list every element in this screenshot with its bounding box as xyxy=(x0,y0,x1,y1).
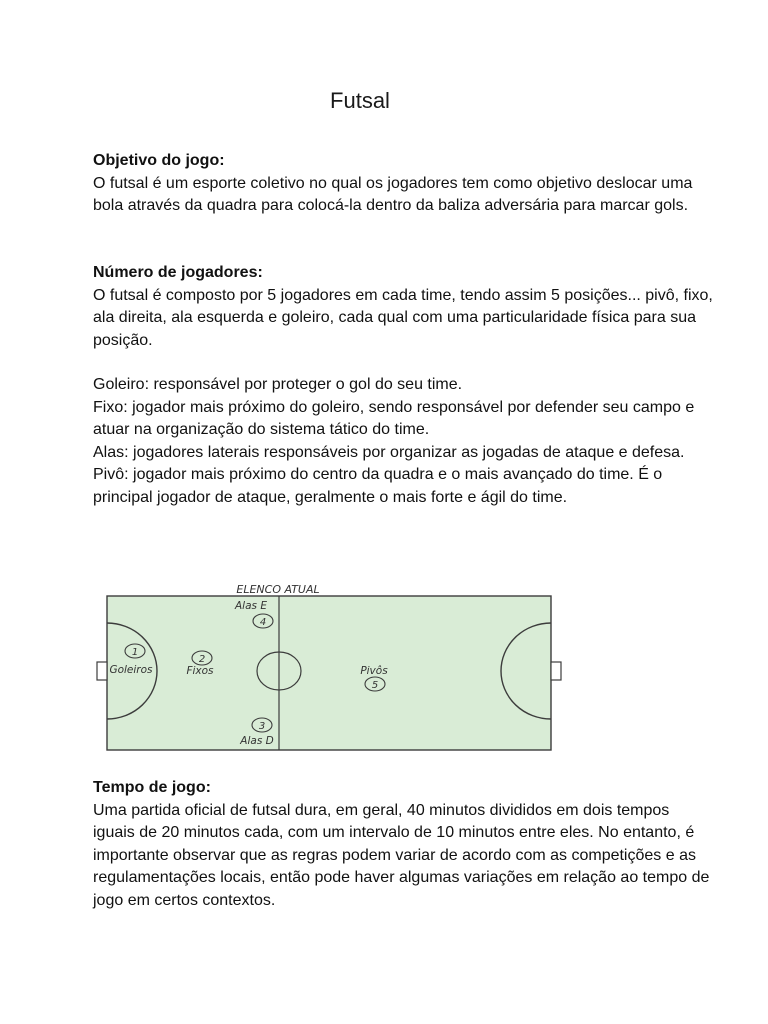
court-diagram xyxy=(95,578,565,754)
player-number-pivos: 5 xyxy=(371,680,379,691)
page-title: Futsal xyxy=(330,88,390,113)
position-fixo-text: Fixo: jogador mais próximo do goleiro, sendo responsável por defender seu campo e atuar na organização do sistema tático do time. xyxy=(93,398,695,438)
section-objetivo xyxy=(93,150,713,218)
player-label-fixos: Fixos xyxy=(186,665,214,677)
section-heading-objetivo: Objetivo do jogo: xyxy=(93,152,225,169)
position-pivo-text: Pivô: jogador mais próximo do centro da quadra e o mais avançado do time. É o principal jogador de ataque, geralmente o mais forte e ágil do time. xyxy=(93,466,663,506)
court-title: ELENCO ATUAL xyxy=(236,583,320,596)
player-label-goleiros: Goleiros xyxy=(109,664,153,676)
right-goal xyxy=(551,662,561,680)
section-text-objetivo: O futsal é um esporte coletivo no qual os jogadores tem como objetivo deslocar uma bola através da quadra para colocá-la dentro da baliza adversária para marcar gols. xyxy=(93,174,693,214)
section-text-numero: O futsal é composto por 5 jogadores em cada time, tendo assim 5 posições... pivô, fixo, ala direita, ala esquerda e goleiro, cada qual com uma particularidade física para sua posição. xyxy=(93,286,713,349)
player-label-alas-d: Alas D xyxy=(240,735,274,747)
court-svg xyxy=(95,578,565,754)
section-heading-tempo: Tempo de jogo: xyxy=(93,779,211,796)
player-label-alas-e: Alas E xyxy=(235,600,267,612)
player-number-alas-d: 3 xyxy=(258,721,266,732)
section-tempo-de-jogo xyxy=(93,777,713,912)
section-heading-numero: Número de jogadores: xyxy=(93,264,263,281)
section-posicoes xyxy=(93,374,713,509)
section-text-tempo: Uma partida oficial de futsal dura, em geral, 40 minutos divididos em dois tempos iguais de 20 minutos cada, com um intervalo de 10 minutos entre eles. No entanto, é importante observar que as regras podem variar de acordo com as competições e as regulamentações locais, então pode haver algumas variações em relação ao tempo de jogo em certos contextos. xyxy=(93,801,710,909)
player-number-alas-e: 4 xyxy=(259,617,267,628)
court-field xyxy=(107,596,551,750)
player-number-goleiros: 1 xyxy=(131,647,139,658)
position-alas-text: Alas: jogadores laterais responsáveis por organizar as jogadas de ataque e defesa. xyxy=(93,443,685,461)
position-goleiro-text: Goleiro: responsável por proteger o gol do seu time. xyxy=(93,376,463,393)
player-label-pivos: Pivôs xyxy=(360,665,388,677)
left-goal xyxy=(97,662,107,680)
section-numero-jogadores xyxy=(93,262,713,352)
player-number-fixos: 2 xyxy=(198,654,206,665)
